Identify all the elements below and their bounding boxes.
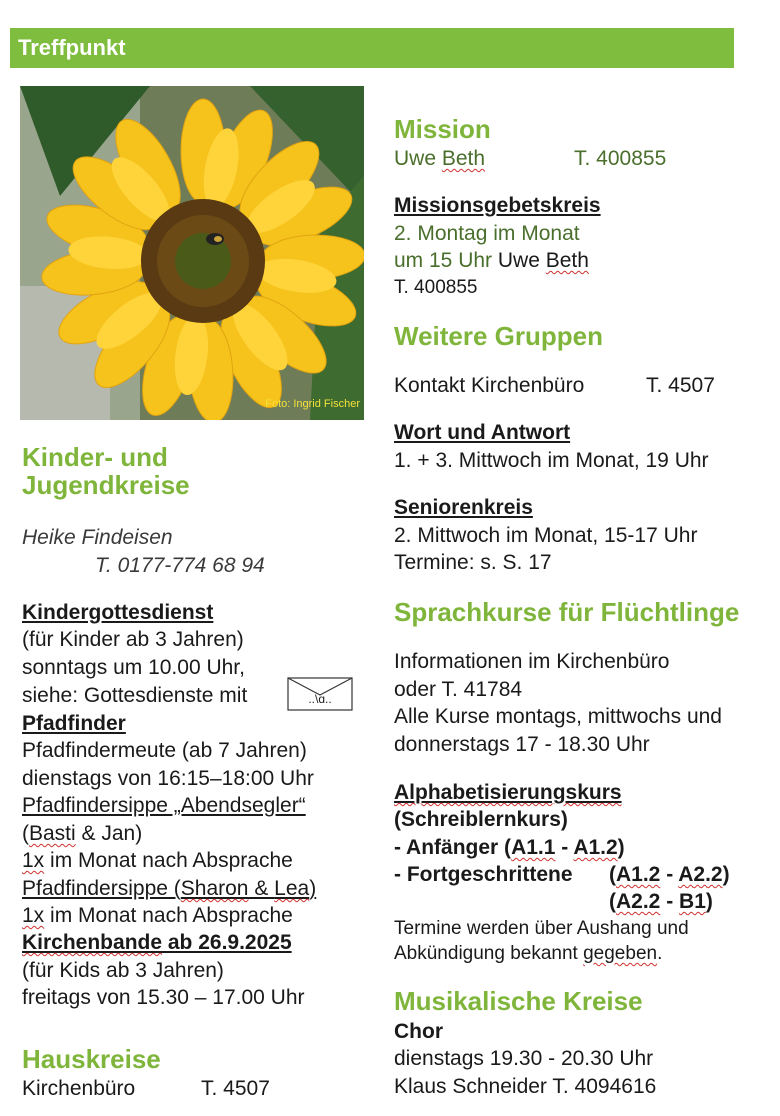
senioren-title: Seniorenkreis — [394, 496, 533, 519]
sprach-heading: Sprachkurse für Flüchtlinge — [394, 597, 740, 627]
alpha-note: Abkündigung bekannt gegeben. — [394, 943, 663, 964]
mgk-title: Missionsgebetskreis — [394, 194, 601, 217]
senioren-line: 2. Mittwoch im Monat, 15-17 Uhr — [394, 524, 698, 547]
contact-phone: T. 0177-774 68 94 — [95, 554, 265, 577]
alpha-advanced-label: - Fortgeschrittene — [394, 863, 573, 886]
alpha-note: Termine werden über Aushang und — [394, 918, 689, 939]
kigo-line: siehe: Gottesdienste mit — [22, 684, 248, 707]
haus-phone: T. 4507 — [201, 1077, 270, 1100]
wort-line: 1. + 3. Mittwoch im Monat, 19 Uhr — [394, 449, 709, 472]
alpha-title: Alphabetisierungskurs — [394, 781, 622, 804]
mgk-line: 2. Montag im Monat — [394, 222, 580, 245]
alpha-advanced-level: (A2.2 - B1) — [609, 890, 713, 913]
weitere-phone: T. 4507 — [646, 374, 715, 397]
envelope-label: ..\ɑ.. — [308, 692, 332, 706]
pfad-line: Pfadfindermeute (ab 7 Jahren) — [22, 739, 307, 762]
sprach-line: donnerstags 17 - 18.30 Uhr — [394, 733, 650, 756]
bande-line: freitags von 15.30 – 17.00 Uhr — [22, 986, 305, 1009]
sippe1-title: Pfadfindersippe „Abendsegler“ — [22, 794, 306, 817]
sunflower-photo — [20, 86, 364, 420]
sprach-line: Alle Kurse montags, mittwochs und — [394, 705, 722, 728]
haus-heading: Hauskreise — [22, 1044, 161, 1074]
mgk-line: um 15 Uhr Uwe Beth — [394, 249, 589, 272]
bande-line: (für Kids ab 3 Jahren) — [22, 959, 224, 982]
kinder-heading-2: Jugendkreise — [22, 470, 190, 500]
pfad-line: dienstags von 16:15–18:00 Uhr — [22, 767, 314, 790]
mission-heading: Mission — [394, 114, 491, 144]
weitere-heading: Weitere Gruppen — [394, 321, 604, 351]
mission-name: Uwe Beth — [394, 147, 486, 170]
kigo-title: Kindergottesdienst — [22, 601, 214, 624]
weitere-contact: Kontakt Kirchenbüro — [394, 374, 585, 397]
senioren-line: Termine: s. S. 17 — [394, 551, 552, 574]
bande-title: Kirchenbande ab 26.9.2025 — [22, 931, 292, 954]
haus-contact: Kirchenbüro — [22, 1077, 136, 1100]
sippe2-title: Pfadfindersippe (Sharon & Lea) — [22, 877, 317, 900]
alpha-subtitle: (Schreiblernkurs) — [394, 808, 568, 831]
kinder-heading-1: Kinder- und — [22, 442, 168, 472]
mgk-phone: T. 400855 — [394, 277, 478, 298]
sippe2-frequency: 1x im Monat nach Absprache — [22, 904, 293, 927]
envelope-icon — [287, 677, 353, 711]
mission-phone: T. 400855 — [574, 147, 667, 170]
sunflower-image — [20, 86, 364, 420]
alpha-beginners: - Anfänger (A1.1 - A1.2) — [394, 836, 625, 859]
kigo-line: sonntags um 10.00 Uhr, — [22, 656, 245, 679]
sprach-line: oder T. 41784 — [394, 678, 523, 701]
kigo-line: (für Kinder ab 3 Jahren) — [22, 628, 244, 651]
chor-title: Chor — [394, 1020, 443, 1043]
musik-heading: Musikalische Kreise — [394, 986, 643, 1016]
photo-credit: Foto: Ingrid Fischer — [265, 398, 360, 410]
contact-name: Heike Findeisen — [22, 526, 173, 549]
sippe1-names: (Basti & Jan) — [22, 822, 143, 845]
banner-title: Treffpunkt — [18, 35, 126, 60]
alpha-advanced-level: (A1.2 - A2.2) — [609, 863, 730, 886]
sprach-line: Informationen im Kirchenbüro — [394, 650, 670, 673]
sippe1-frequency: 1x im Monat nach Absprache — [22, 849, 293, 872]
pfad-title: Pfadfinder — [22, 712, 126, 735]
section-banner — [10, 28, 734, 68]
chor-line: dienstags 19.30 - 20.30 Uhr — [394, 1047, 654, 1070]
chor-line: Klaus Schneider T. 4094616 — [394, 1075, 657, 1098]
wort-title: Wort und Antwort — [394, 421, 571, 444]
